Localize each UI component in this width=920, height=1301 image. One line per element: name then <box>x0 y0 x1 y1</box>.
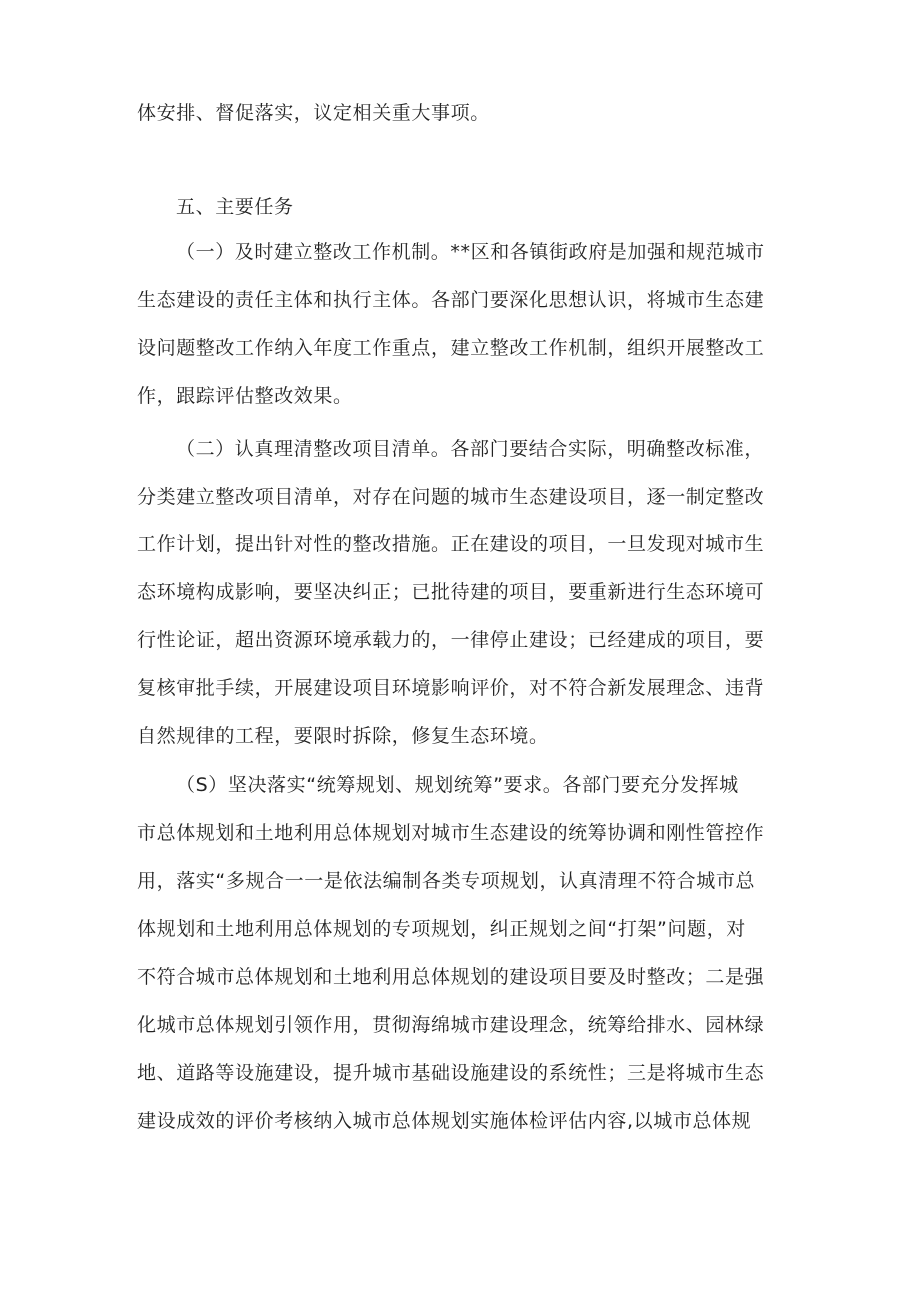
text-line: 复核审批手续，开展建设项目环境影响评价，对不符合新发展理念、违背 <box>137 677 765 699</box>
text-line: 自然规律的工程，要限时拆除，修复生态环境。 <box>137 725 549 747</box>
text-line: 生态建设的责任主体和执行主体。各部门要深化思想认识，将城市生态建 <box>137 289 765 311</box>
text-line: （S）坚决落实“统筹规划、规划统筹”要求。各部门要充分发挥城 <box>176 774 739 796</box>
section-heading: 五、主要任务 <box>176 196 294 218</box>
text-line: 建设成效的评价考核纳入城市总体规划实施体检评估内容,以城市总体规 <box>137 1110 752 1132</box>
text-line: 体规划和土地利用总体规划的专项规划，纠正规划之间“打架”问题，对 <box>137 918 746 940</box>
text-line: （一）及时建立整改工作机制。**区和各镇街政府是加强和规范城市 <box>176 241 765 263</box>
text-line: 行性论证，超出资源环境承载力的，一律停止建设；已经建成的项目，要 <box>137 629 765 651</box>
text-line: （二）认真理清整改项目清单。各部门要结合实际，明确整改标准， <box>176 438 765 460</box>
text-line: 设问题整改工作纳入年度工作重点，建立整改工作机制，组织开展整改工 <box>137 337 765 359</box>
text-line: 市总体规划和土地利用总体规划对城市生态建设的统筹协调和刚性管控作 <box>137 822 765 844</box>
text-line: 化城市总体规划引领作用，贯彻海绵城市建设理念，统筹给排水、园林绿 <box>137 1014 765 1036</box>
text-line: 用，落实“多规合一一是依法编制各类专项规划，认真清理不符合城市总 <box>137 870 756 892</box>
text-line: 不符合城市总体规划和土地利用总体规划的建设项目要及时整改；二是强 <box>137 966 765 988</box>
text-line: 工作计划，提出针对性的整改措施。正在建设的项目，一旦发现对城市生 <box>137 533 765 555</box>
text-line: 分类建立整改项目清单，对存在问题的城市生态建设项目，逐一制定整改 <box>137 486 765 508</box>
text-line: 体安排、督促落实，议定相关重大事项。 <box>137 102 490 124</box>
text-line: 作，跟踪评估整改效果。 <box>137 385 353 407</box>
text-line: 地、道路等设施建设，提升城市基础设施建设的系统性；三是将城市生态 <box>137 1062 765 1084</box>
text-line: 态环境构成影响，要坚决纠正；已批待建的项目，要重新进行生态环境可 <box>137 581 765 603</box>
